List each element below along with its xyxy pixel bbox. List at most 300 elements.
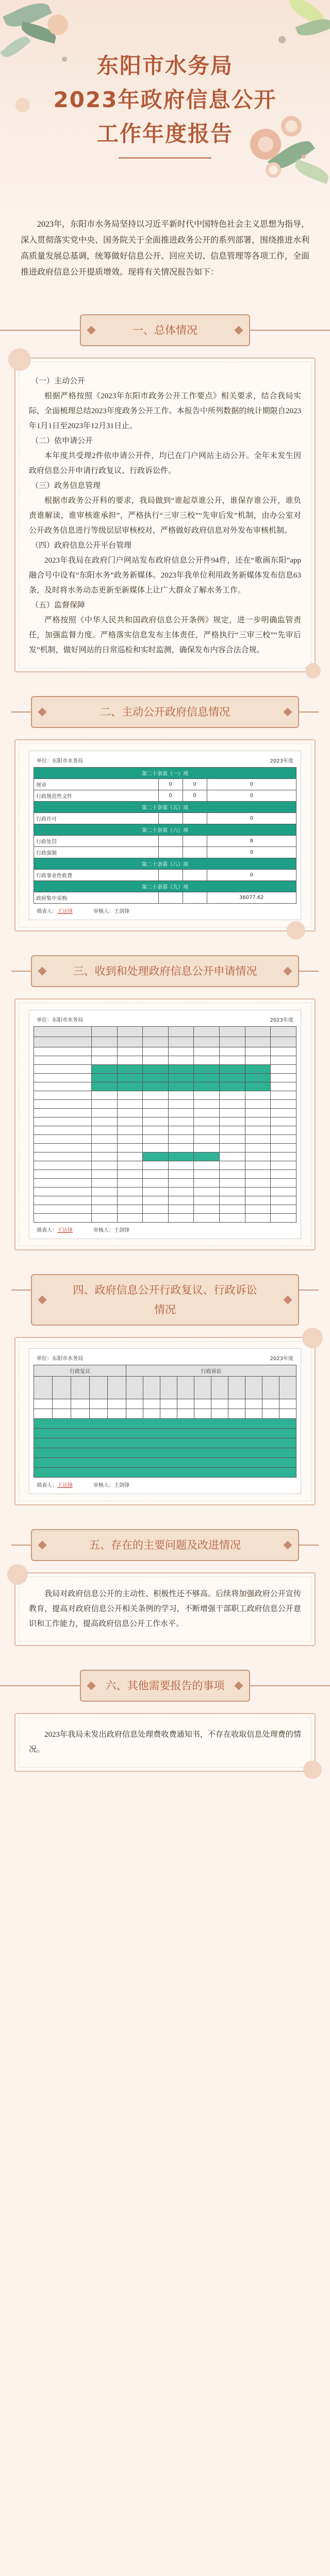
table-cell — [168, 1135, 194, 1144]
table-cell — [34, 1091, 92, 1100]
table-cell — [117, 1100, 143, 1109]
title-line: 2023年政府信息公开 — [53, 87, 277, 112]
table-year: 2023年度 — [270, 1356, 293, 1362]
table-cell — [194, 1144, 220, 1153]
table-cell — [177, 1399, 194, 1409]
table-cell — [271, 1027, 296, 1037]
table-band-row — [34, 768, 296, 779]
table-cell — [34, 1100, 92, 1109]
table-cell — [194, 1074, 220, 1082]
table-cell — [143, 1027, 169, 1037]
table-cell: 0 — [207, 847, 296, 858]
table-cell — [228, 1377, 245, 1399]
table-cell: 第二十条第（六）项 — [34, 824, 296, 836]
table-cell — [220, 1082, 245, 1091]
table-cell — [34, 1438, 296, 1448]
table-cell — [245, 1214, 271, 1223]
table-cell — [245, 1179, 271, 1188]
table-cell — [158, 813, 183, 824]
filler-value: 王达锋 — [57, 1228, 73, 1233]
table-cell — [271, 1161, 296, 1170]
paragraph: 我局对政府信息公开的主动性、积极性还不够高。后续将加强政府公开宣传教育，提高对政府信息公开相关条例的学习，不断增强干部职工政府信息公开意识和工作能力，提高政府信息公开工作水平。 — [29, 1590, 301, 1628]
table-cell — [143, 1170, 169, 1179]
table-row — [34, 813, 296, 824]
table-cell — [117, 1214, 143, 1223]
table-cell — [126, 1409, 143, 1419]
table-cell — [91, 1117, 117, 1126]
table-cell — [158, 836, 183, 847]
table-cell — [143, 1144, 169, 1153]
table-header-cell: 行政诉讼 — [126, 1365, 296, 1377]
section-title: 三、收到和处理政府信息公开申请情况 — [73, 965, 257, 977]
table-row — [34, 1161, 296, 1170]
table-cell — [194, 1082, 220, 1091]
table-cell — [143, 1037, 169, 1047]
table-cell — [34, 1205, 92, 1214]
title-underline — [119, 157, 211, 159]
table-cell — [262, 1409, 279, 1419]
table-cell — [271, 1082, 296, 1091]
table-cell — [220, 1065, 245, 1074]
table-cell — [117, 1144, 143, 1153]
table-cell — [117, 1117, 143, 1126]
table-cell — [91, 1065, 117, 1074]
data-table — [34, 1365, 296, 1478]
table-filler — [37, 1481, 73, 1488]
table-row — [34, 1027, 296, 1037]
table-row — [34, 790, 296, 802]
table-cell — [34, 1135, 92, 1144]
table-cell — [211, 1399, 228, 1409]
table-cell — [220, 1074, 245, 1082]
table-cell — [168, 1153, 194, 1161]
table-header-row — [34, 1365, 296, 1377]
table-cell — [143, 1153, 169, 1161]
table-cell — [34, 1214, 92, 1223]
table-cell — [143, 1091, 169, 1100]
table-cell — [158, 892, 183, 904]
table-cell — [143, 1126, 169, 1135]
table-cell — [117, 1091, 143, 1100]
table-cell — [117, 1179, 143, 1188]
table-cell — [271, 1091, 296, 1100]
intro-paragraph: 2023年，东阳市水务局坚持以习近平新时代中国特色社会主义思想为指导，深入贯彻落实党中央、国务院关于全面推进政务公开的系列部署，围绕推进水利高质量发展总基调，统筹做好信息公开、回应关切、信息管理等各项工作，全面推进政府信息公开提质增效。现将有关情况报告如下： — [21, 220, 310, 277]
table-cell — [34, 1109, 92, 1117]
table-cell — [245, 1082, 271, 1091]
section-card-overview — [14, 358, 316, 672]
section-title: 五、存在的主要问题及改进情况 — [89, 1539, 241, 1551]
table-cell — [143, 1399, 160, 1409]
table-cell — [91, 1056, 117, 1065]
table-row — [34, 1153, 296, 1161]
table-cell — [143, 1377, 160, 1399]
table-cell — [194, 1179, 220, 1188]
table-cell — [211, 1409, 228, 1419]
table-year: 2023年度 — [270, 1018, 293, 1023]
table-cell — [271, 1037, 296, 1047]
table-cell — [143, 1056, 169, 1065]
table-cell — [89, 1399, 108, 1409]
table-cell — [117, 1109, 143, 1117]
table-cell — [143, 1135, 169, 1144]
table-row — [34, 1214, 296, 1223]
table-cell — [34, 1399, 53, 1409]
table-cell — [117, 1126, 143, 1135]
table-cell — [245, 1109, 271, 1117]
table-cell — [168, 1214, 194, 1223]
table-cell — [34, 1409, 53, 1419]
table-row — [34, 1047, 296, 1056]
report-header — [0, 0, 330, 216]
table-cell — [143, 1161, 169, 1170]
table-cell: 0 — [207, 790, 296, 802]
table-cell — [143, 1214, 169, 1223]
table-band-row — [34, 858, 296, 870]
table-row — [34, 1458, 296, 1468]
flower-decoration — [266, 162, 281, 178]
table-cell: 规章 — [34, 779, 159, 790]
table-cell — [183, 870, 207, 881]
auditor-value: 王剑锋 — [114, 1228, 129, 1233]
table-cell — [143, 1188, 169, 1196]
table-cell — [143, 1109, 169, 1117]
table-cell — [271, 1065, 296, 1074]
table-row — [34, 836, 296, 847]
table-cell — [34, 1179, 92, 1188]
table-cell — [220, 1153, 245, 1161]
table-cell — [245, 1117, 271, 1126]
table-cell — [194, 1091, 220, 1100]
table-cell — [245, 1205, 271, 1214]
table-cell — [143, 1074, 169, 1082]
section-heading-overview — [80, 314, 250, 346]
table-cell: 行政规范性文件 — [34, 790, 159, 802]
table-cell — [117, 1027, 143, 1037]
table-cell — [279, 1377, 296, 1399]
subsection-heading: （四）政府信息公开平台管理 — [31, 541, 132, 550]
section-heading-active-disclosure — [31, 696, 299, 728]
table-row — [34, 1419, 296, 1429]
table-row — [34, 1091, 296, 1100]
table-cell — [211, 1377, 228, 1399]
table-cell: 第二十条第（九）项 — [34, 881, 296, 892]
table-cell: 0 — [183, 790, 207, 802]
table-cell: 8 — [207, 836, 296, 847]
table-cell — [34, 1170, 92, 1179]
table-cell — [220, 1027, 245, 1037]
table-cell — [34, 1377, 53, 1399]
table-cell — [168, 1109, 194, 1117]
table-cell — [117, 1037, 143, 1047]
table-cell: 行政事业性收费 — [34, 870, 159, 881]
table-cell — [117, 1074, 143, 1082]
table-cell — [194, 1056, 220, 1065]
table-cell: 行政许可 — [34, 813, 159, 824]
table-cell — [271, 1196, 296, 1205]
table-cell — [271, 1056, 296, 1065]
table-cell: 政府集中采购 — [34, 892, 159, 904]
table-cell — [91, 1109, 117, 1117]
table-cell — [168, 1161, 194, 1170]
auditor-label: 审核人： — [93, 909, 114, 914]
table-cell — [168, 1056, 194, 1065]
table-cell — [34, 1144, 92, 1153]
table-cell — [91, 1188, 117, 1196]
auditor-value: 王剑锋 — [114, 1483, 129, 1488]
table-cell — [194, 1188, 220, 1196]
table-cell — [271, 1074, 296, 1082]
table-cell — [220, 1100, 245, 1109]
section-card-applications — [14, 998, 316, 1250]
table-cell — [160, 1399, 177, 1409]
table-cell — [245, 1409, 262, 1419]
table-cell — [91, 1170, 117, 1179]
table-row — [34, 1056, 296, 1065]
filler-label: 填表人： — [37, 1228, 57, 1233]
table-cell — [89, 1409, 108, 1419]
table-cell — [34, 1419, 296, 1429]
table-cell — [271, 1109, 296, 1117]
section-title — [32, 1275, 298, 1319]
table-auditor — [93, 1226, 129, 1233]
table-cell — [220, 1188, 245, 1196]
table-cell — [91, 1091, 117, 1100]
table-auditor — [93, 1481, 129, 1488]
table-cell: 行政处罚 — [34, 836, 159, 847]
section-title-line: 情况 — [154, 1303, 176, 1316]
table-cell — [194, 1409, 211, 1419]
table-cell — [168, 1126, 194, 1135]
table-cell — [34, 1082, 92, 1091]
table-cell — [117, 1153, 143, 1161]
section-card-active-disclosure — [14, 739, 316, 931]
table-band-row — [34, 802, 296, 813]
table-row — [34, 1188, 296, 1196]
section-title: 六、其他需要报告的事项 — [105, 1680, 225, 1692]
section-heading-applications — [31, 955, 299, 987]
table-cell — [245, 1100, 271, 1109]
table-cell — [220, 1214, 245, 1223]
paragraph: 2023年我局在政府门户网站发布政府信息公开件94件，还在“歌画东阳”app融合号中设有“东阳水务”政务新媒体。2023年我单位利用政务新媒体发布信息63条，及时将水务动态更新至新媒体上让广大群众了解水务工作。 — [29, 556, 301, 595]
table-cell: 第二十条第（一）项 — [34, 768, 296, 779]
table-cell — [143, 1409, 160, 1419]
table-cell — [91, 1082, 117, 1091]
table-cell — [117, 1082, 143, 1091]
table-cell — [220, 1205, 245, 1214]
filler-value: 王达锋 — [57, 909, 73, 914]
table-cell: 0 — [158, 779, 183, 790]
auditor-label: 审核人： — [93, 1483, 114, 1488]
table-cell — [117, 1161, 143, 1170]
table-filler — [37, 1226, 73, 1233]
table-cell — [34, 1126, 92, 1135]
filler-label: 填表人： — [37, 1483, 57, 1488]
section-card-review-litigation — [14, 1337, 316, 1505]
table-cell — [34, 1196, 92, 1205]
table-cell — [168, 1170, 194, 1179]
table-unit: 单位：东阳市水务局 — [37, 1018, 83, 1023]
table-cell — [262, 1377, 279, 1399]
table-cell — [117, 1047, 143, 1056]
table-cell — [194, 1399, 211, 1409]
table-row — [34, 1126, 296, 1135]
table-cell — [168, 1037, 194, 1047]
table-cell — [34, 1074, 92, 1082]
title-line: 工作年度报告 — [96, 121, 233, 146]
table-cell — [71, 1377, 89, 1399]
table-band-row — [34, 824, 296, 836]
table-cell — [194, 1037, 220, 1047]
table-row — [34, 892, 296, 904]
table-cell — [52, 1409, 71, 1419]
table-row — [34, 1448, 296, 1458]
table-cell — [245, 1056, 271, 1065]
table-cell — [117, 1196, 143, 1205]
table-cell — [117, 1205, 143, 1214]
table-cell — [34, 1037, 92, 1047]
table-cell — [168, 1205, 194, 1214]
table-cell — [271, 1047, 296, 1056]
table-cell — [143, 1196, 169, 1205]
table-cell — [143, 1117, 169, 1126]
table-cell — [245, 1091, 271, 1100]
table-cell — [220, 1047, 245, 1056]
table-cell — [183, 847, 207, 858]
table-unit: 单位：东阳市水务局 — [37, 1356, 83, 1362]
table-cell — [220, 1056, 245, 1065]
table-cell — [117, 1188, 143, 1196]
table-cell — [168, 1074, 194, 1082]
subsection-heading: （五）监督保障 — [31, 601, 86, 609]
table-cell — [245, 1196, 271, 1205]
table-cell — [220, 1170, 245, 1179]
review-litigation-table — [29, 1348, 301, 1494]
paragraph: 根据严格按照《2023年东阳市政务公开工作要点》相关要求，结合我局实际，全面梳理总结2023年度政务公开工作。本报告中所列数据的统计期限自2023年1月1日至2023年12月31日止。 — [29, 392, 301, 430]
table-cell — [108, 1399, 126, 1409]
applications-table — [29, 1010, 301, 1239]
table-cell — [271, 1170, 296, 1179]
table-cell — [194, 1214, 220, 1223]
table-cell — [34, 1429, 296, 1438]
table-cell — [194, 1126, 220, 1135]
table-cell — [71, 1409, 89, 1419]
table-row — [34, 1438, 296, 1448]
table-cell — [34, 1161, 92, 1170]
table-cell — [168, 1179, 194, 1188]
subsection-heading: （一）主动公开 — [31, 377, 86, 385]
leaf-decoration — [293, 159, 330, 184]
table-cell — [194, 1205, 220, 1214]
table-cell — [143, 1100, 169, 1109]
table-cell — [91, 1144, 117, 1153]
section-card-other — [14, 1713, 316, 1772]
auditor-label: 审核人： — [93, 1228, 114, 1233]
circle-decoration — [305, 663, 321, 679]
table-cell — [34, 1448, 296, 1458]
paragraph: 2023年我局未发出政府信息处理费收费通知书，不存在收取信息处理费的情况。 — [29, 1731, 301, 1754]
table-cell — [194, 1100, 220, 1109]
table-cell: 第二十条第（五）项 — [34, 802, 296, 813]
table-row — [34, 1468, 296, 1478]
table-cell — [34, 1468, 296, 1478]
table-cell — [245, 1065, 271, 1074]
title-line: 东阳市水务局 — [96, 53, 233, 78]
table-row — [34, 1082, 296, 1091]
table-cell — [279, 1399, 296, 1409]
table-cell — [34, 1056, 92, 1065]
table-row — [34, 1037, 296, 1047]
table-cell: 36077.62 — [207, 892, 296, 904]
table-cell — [194, 1047, 220, 1056]
table-row — [34, 1196, 296, 1205]
circle-decoration — [287, 921, 305, 940]
paragraph: 本年度共受理2件依申请公开件，均已在门户网站主动公开。全年未发生因政府信息公开申请行政复议、行政诉讼件。 — [29, 452, 301, 475]
circle-decoration — [302, 1328, 323, 1348]
table-cell — [177, 1409, 194, 1419]
table-cell — [143, 1065, 169, 1074]
table-cell — [271, 1100, 296, 1109]
filler-label: 填表人： — [37, 909, 57, 914]
table-header-cell: 行政复议 — [34, 1365, 126, 1377]
table-row — [34, 1117, 296, 1126]
table-cell — [194, 1153, 220, 1161]
table-cell — [194, 1196, 220, 1205]
paragraph: 严格按照《中华人民共和国政府信息公开条例》规定，进一步明确监管责任，加强监督力度。严格落实信息发布主体责任，严格执行“三审三校”“先审后发”机制，做好网站的日常巡检和实时监测，确保发布内容合法合规。 — [29, 616, 301, 654]
paragraph: 根据市政务公开科的要求，我局做到“谁起草谁公开，谁保存谁公开，谁负责谁解读，谁审核谁承担”，严格执行“三审三校”“先审后发”机制，由办公室对公开政务信息进行等级层层审核校对，严格做好政府信息对外发布审核机制。 — [29, 497, 301, 535]
table-cell — [271, 1188, 296, 1196]
table-cell — [220, 1135, 245, 1144]
table-year: 2023年度 — [270, 758, 293, 764]
table-cell — [220, 1161, 245, 1170]
table-row — [34, 1429, 296, 1438]
table-cell — [91, 1037, 117, 1047]
table-cell — [160, 1377, 177, 1399]
table-auditor — [93, 907, 129, 914]
table-row — [34, 1170, 296, 1179]
section-heading-problems — [31, 1529, 299, 1561]
table-cell — [117, 1135, 143, 1144]
table-cell: 0 — [207, 870, 296, 881]
table-cell — [126, 1377, 143, 1399]
table-cell — [245, 1170, 271, 1179]
table-cell — [271, 1179, 296, 1188]
table-cell — [194, 1065, 220, 1074]
table-row — [34, 1144, 296, 1153]
table-cell — [143, 1205, 169, 1214]
table-cell — [271, 1214, 296, 1223]
table-cell: 0 — [183, 779, 207, 790]
table-cell — [168, 1091, 194, 1100]
table-row — [34, 1100, 296, 1109]
table-cell — [91, 1161, 117, 1170]
table-cell — [91, 1135, 117, 1144]
table-cell — [91, 1074, 117, 1082]
section-title-line: 四、政府信息公开行政复议、行政诉讼 — [73, 1284, 257, 1296]
table-unit: 单位：东阳市水务局 — [37, 758, 83, 764]
table-cell — [34, 1153, 92, 1161]
table-cell — [108, 1377, 126, 1399]
table-cell — [194, 1170, 220, 1179]
table-cell — [245, 1037, 271, 1047]
table-cell — [220, 1196, 245, 1205]
table-cell — [34, 1188, 92, 1196]
table-band-row — [34, 881, 296, 892]
table-cell — [34, 1047, 92, 1056]
table-cell — [271, 1144, 296, 1153]
table-cell — [91, 1100, 117, 1109]
table-cell — [262, 1399, 279, 1409]
table-cell — [168, 1047, 194, 1056]
